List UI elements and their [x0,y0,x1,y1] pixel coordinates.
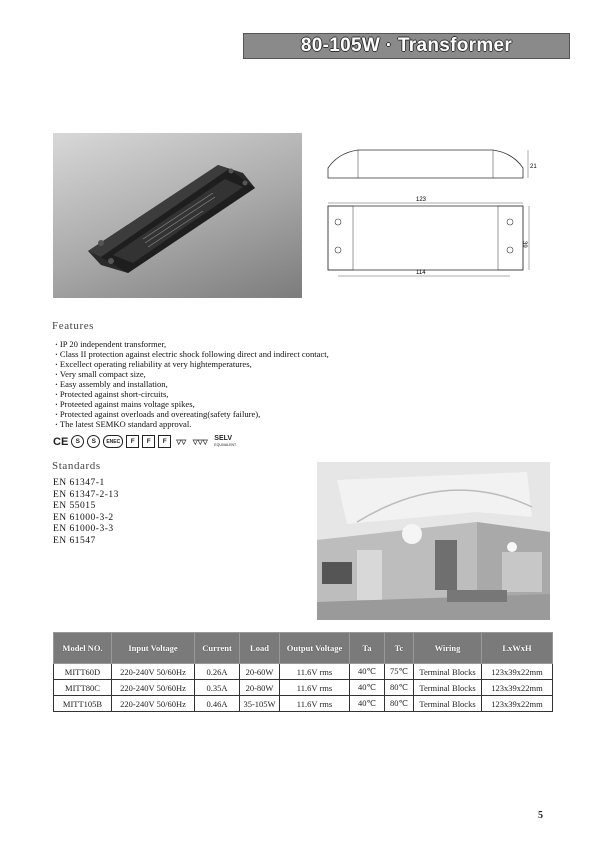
column-header: LxWxH [482,633,553,664]
table-cell: Terminal Blocks [414,696,482,712]
standard-item: EN 61347-2-13 [53,489,119,500]
table-row [54,664,553,680]
f-mark-icon: F [126,435,139,448]
column-header: Load [240,633,280,664]
table-cell: 0.35A [195,680,240,696]
s-mark-icon: S [71,435,84,448]
table-cell: 20-60W [240,664,280,680]
feature-item: · Proteeted against mains voltage spikes, [55,399,329,409]
s-mark-icon: S [87,435,100,448]
feature-item: · Class II protection against electric shock following direct and indirect contact, [55,349,329,359]
standards-list [53,478,119,548]
f-mark-icon: F [158,435,171,448]
column-header: Current [195,633,240,664]
standards-heading: Standards [52,460,101,472]
table-cell: 11.6V rms [280,664,350,680]
features-list [55,339,329,429]
table-cell: Terminal Blocks [414,664,482,680]
column-header: Wiring [414,633,482,664]
table-cell: 35-105W [240,696,280,712]
table-cell: 75℃ [385,664,414,680]
standard-item: EN 61000-3-3 [53,524,114,535]
transformer-image [53,133,302,298]
table-cell: 11.6V rms [280,680,350,696]
selv-mark-icon [214,436,236,448]
ce-mark-icon: CE [53,435,69,448]
feature-item: · Easy assembly and installation, [55,379,329,389]
page-title: 80-105W · Transformer [300,35,513,56]
table-cell: 0.46A [195,696,240,712]
mount-spacing-label: 114 [416,270,426,276]
table-cell: 220-240V 50/60Hz [112,680,195,696]
table-cell: 40℃ [350,680,385,696]
specs-table [53,632,553,712]
column-header: Model NO. [54,633,112,664]
table-header-row [54,633,553,664]
table-row [54,696,553,712]
length-label: 123 [416,197,427,203]
feature-item: · Protected against overloads and overeating(safety failure), [55,409,329,419]
standard-item: EN 55015 [53,501,96,512]
feature-item: · IP 20 independent transformer, [55,339,329,349]
column-header: Input Voltage [112,633,195,664]
column-header: Output Voltage [280,633,350,664]
table-cell: 11.6V rms [280,696,350,712]
table-cell: 123x39x22mm [482,664,553,680]
table-row [54,680,553,696]
table-cell: 0.26A [195,664,240,680]
table-cell: 220-240V 50/60Hz [112,664,195,680]
table-cell: 80℃ [385,680,414,696]
table-cell: 123x39x22mm [482,680,553,696]
page-number: 5 [538,810,543,821]
dimension-drawing [318,138,537,288]
certification-marks [53,435,236,448]
features-heading: Features [52,320,95,332]
room-interior-photo [317,462,550,620]
selv-label: SELV [214,434,233,442]
column-header: Ta [350,633,385,664]
selv-sublabel: EQUIVALENT [214,442,237,447]
width-label: 39 [521,241,527,248]
standard-item: EN 61347-1 [53,478,105,488]
column-header: Tc [385,633,414,664]
table-cell: 20-80W [240,680,280,696]
feature-item: · Excellect operating reliability at very hightemperatures, [55,359,329,369]
table-cell: 220-240V 50/60Hz [112,696,195,712]
feature-item: · Very small compact size, [55,369,329,379]
table-cell: Terminal Blocks [414,680,482,696]
table-cell: MITT105B [54,696,112,712]
table-cell: 80℃ [385,696,414,712]
standard-item: EN 61000-3-2 [53,512,114,523]
table-cell: 40℃ [350,696,385,712]
table-cell: 123x39x22mm [482,696,553,712]
feature-item: · Protected against short-circuits, [55,389,329,399]
table-cell: 40℃ [350,664,385,680]
product-photo [53,133,302,298]
table-cell: MITT80C [54,680,112,696]
triangle-temperature-icon: ▽▽ [176,438,187,446]
standard-item: EN 61547 [53,535,96,546]
table-cell: MITT60D [54,664,112,680]
triangle-temperature-icon: ▽▽▽ [192,438,208,446]
height-label: 21 [530,164,537,170]
f-mark-icon: F [142,435,155,448]
title-banner [243,33,570,59]
feature-item: · The latest SEMKO standard approval. [55,419,329,429]
enec-mark-icon: ENEC [103,435,123,448]
